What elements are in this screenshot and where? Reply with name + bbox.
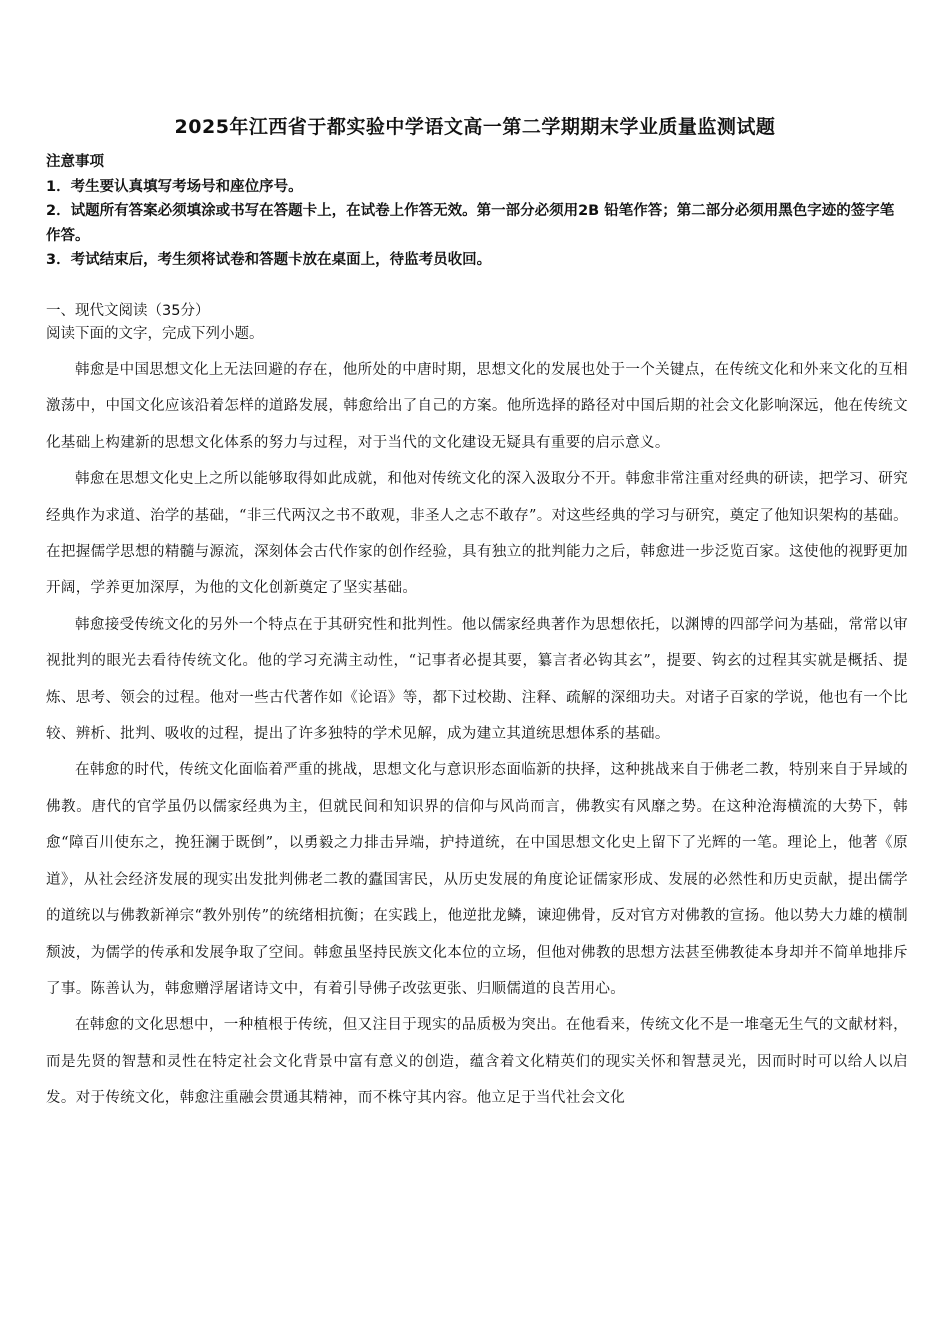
passage-paragraph: 在韩愈的文化思想中，一种植根于传统，但又注目于现实的品质极为突出。在他看来，传统文化不是一堆毫无生气的文献材料，而是先贤的智慧和灵性在特定社会文化背景中富有意义的创造，蕴含着文化精英们的现实关怀和智慧灵光，因而时时可以给人以启发。对于传统文化，韩愈注重融会贯通其精神，而不株守其内容。他立足于当代社会文化 — [46, 1017, 908, 1107]
notes-heading: 注意事项 — [46, 154, 104, 170]
passage-paragraph: 韩愈在思想文化史上之所以能够取得如此成就，和他对传统文化的深入汲取分不开。韩愈非常注重对经典的研读，把学习、研究经典作为求道、治学的基础，“非三代两汉之书不敢观，非圣人之志不敢存”。对这些经典的学习与研究，奠定了他知识架构的基础。在把握儒学思想的精髓与源流，深刻体会古代作家的创作经验，具有独立的批判能力之后，韩愈进一步泛览百家。这使他的视野更加开阔，学养更加深厚，为他的文化创新奠定了坚实基础。 — [46, 471, 908, 597]
reading-passage — [46, 352, 908, 1117]
passage-paragraph: 在韩愈的时代，传统文化面临着严重的挑战，思想文化与意识形态面临新的抉择，这种挑战来自于佛老二教，特别来自于异域的佛教。唐代的官学虽仍以儒家经典为主，但就民间和知识界的信仰与风尚而言，佛教实有风靡之势。在这种沧海横流的大势下，韩愈“障百川使东之，挽狂澜于既倒”，以勇毅之力排击异端，护持道统，在中国思想文化史上留下了光辉的一笔。理论上，他著《原道》，从社会经济发展的现实出发批判佛老二教的蠹国害民，从历史发展的角度论证儒家形成、发展的必然性和历史贡献，提出儒学的道统以与佛教新禅宗“教外别传”的统绪相抗衡；在实践上，他逆批龙鳞，谏迎佛骨，反对官方对佛教的宣扬。他以势大力雄的横制颓波，为儒学的传承和发展争取了空间。韩愈虽坚持民族文化本位的立场，但他对佛教的思想方法甚至佛教徒本身却并不简单地排斥了事。陈善认为，韩愈赠浮屠诸诗文中，有着引导佛子改弦更张、归顺儒道的良苦用心。 — [46, 762, 908, 997]
passage-paragraph: 韩愈接受传统文化的另外一个特点在于其研究性和批判性。他以儒家经典著作为思想依托，以渊博的四部学问为基础，常常以审视批判的眼光去看待传统文化。他的学习充满主动性，“记事者必提其要，纂言者必钩其玄”，提要、钩玄的过程其实就是概括、提炼、思考、领会的过程。他对一些古代著作如《论语》等，都下过校勘、注释、疏解的深细功夫。对诸子百家的学说，他也有一个比较、辨析、批判、吸收的过程，提出了许多独特的学术见解，成为建立其道统思想体系的基础。 — [46, 616, 908, 743]
notes-item: 3．考试结束后，考生须将试卷和答题卡放在桌面上，待监考员收回。 — [46, 252, 492, 268]
passage-paragraph: 韩愈是中国思想文化上无法回避的存在，他所处的中唐时期，思想文化的发展也处于一个关键点，在传统文化和外来文化的互相激荡中，中国文化应该沿着怎样的道路发展，韩愈给出了自己的方案。他所选择的路径对中国后期的社会文化影响深远，他在传统文化基础上构建新的思想文化体系的努力与过程，对于当代的文化建设无疑具有重要的启示意义。 — [46, 362, 908, 451]
notes-block — [46, 150, 908, 273]
section-instruction: 阅读下面的文字，完成下列小题。 — [46, 326, 264, 342]
notes-item: 1．考生要认真填写考场号和座位序号。 — [46, 178, 303, 195]
notes-item: 2．试题所有答案必须填涂或书写在答题卡上，在试卷上作答无效。第一部分必须用2B 铅笔作答；第二部分必须用黑色字迹的签字笔作答。 — [46, 203, 895, 244]
page-title: 2025年江西省于都实验中学语文高一第二学期期末学业质量监测试题 — [174, 116, 776, 138]
section-title: 一、现代文阅读（35分） — [46, 303, 210, 319]
